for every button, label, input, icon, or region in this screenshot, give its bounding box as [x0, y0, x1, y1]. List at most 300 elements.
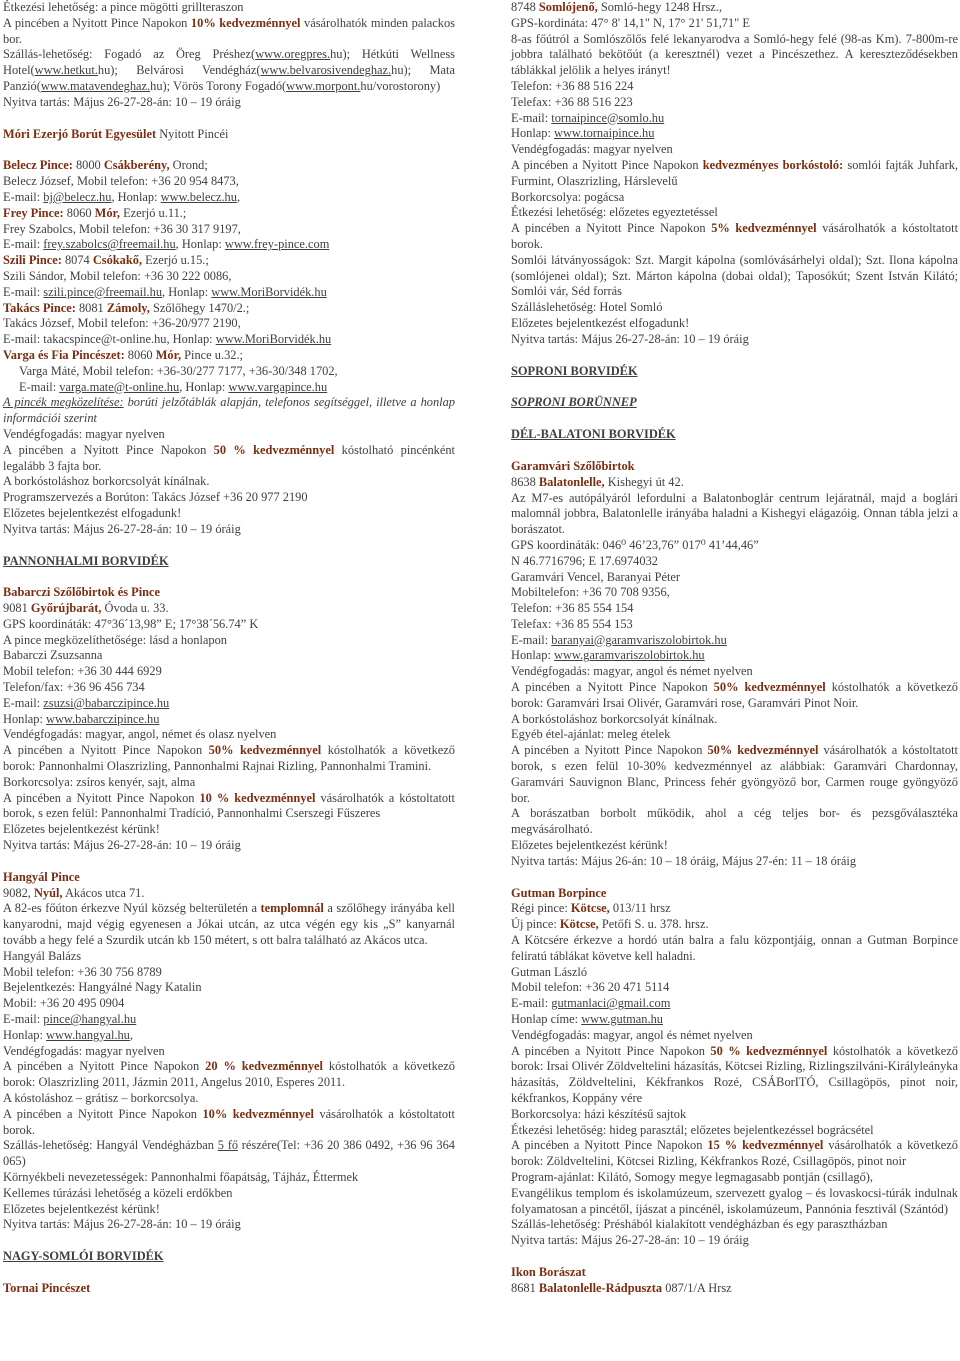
- text-run: kóstolhatók a következő borok: Irsai Olivér Zöldveltelini házasítás, Kötcsei Rizling, Rizlingszilváni-Királyleányka házasítás, Zöldveltelini, Kékfrankos Rozé, CSÁBorITÓ, Csillagöpös, pinot noir, kékfrankos, Koppány vére: [511, 1043, 958, 1105]
- text-run: Programszervezés a Borúton: Takács József +36 20 977 2190: [3, 490, 308, 505]
- text-line: [511, 1044, 958, 1107]
- bold-text: Mór,: [155, 347, 182, 362]
- left-column: [3, 0, 455, 1297]
- text-run: ,: [129, 1027, 133, 1042]
- text-line: [3, 696, 455, 712]
- text-line: [3, 174, 455, 190]
- text-run: 8074: [61, 253, 93, 268]
- text-run: , Honlap:: [179, 379, 229, 394]
- text-run: Vendégfogadás: magyar, angol és német nyelven: [511, 664, 753, 679]
- bold-text: Zámoly,: [106, 300, 150, 315]
- text-line: [3, 1012, 455, 1028]
- link[interactable]: gutmanlaci@gmail.com: [551, 996, 671, 1011]
- text-line: [3, 427, 455, 443]
- spacer: [511, 379, 958, 395]
- text-line: [3, 0, 455, 16]
- text-run: Ezerjó u.11.;: [120, 205, 187, 220]
- text-line: [511, 585, 958, 601]
- text-run: Környékbeli nevezetességek: Pannonhalmi főapátság, Tájház, Éttermek: [3, 1169, 359, 1184]
- text-run: E-mail:: [511, 632, 552, 647]
- text-run: vásárolhatók a kóstoltatott borok.: [511, 221, 959, 251]
- text-run: A pincében a Nyitott Pince Napokon: [3, 442, 214, 457]
- text-run: Borkorcsolya: házi készítésű sajtok: [511, 1106, 687, 1121]
- text-line: [3, 617, 455, 633]
- text-run: kóstolhatók a következő borok: Olaszrizling 2011, Jázmin 2011, Angelus 2010, Esperes 2011.: [3, 1059, 456, 1090]
- winery-name: [3, 870, 455, 886]
- text-run: 8060: [63, 205, 95, 220]
- text-run: E-mail:: [511, 996, 552, 1011]
- bold-text: Nyúl,: [33, 885, 63, 900]
- text-run: Ezerjó u.15.;: [142, 253, 209, 268]
- text-line: [511, 901, 958, 917]
- text-run: hu); Mata Panzió(: [3, 63, 455, 93]
- text-run: A borkóstoláshoz borkorcsolyát kínálnak.: [511, 711, 718, 726]
- text-run: E-mail:: [3, 284, 44, 299]
- text-line: [3, 95, 455, 111]
- text-line: [511, 1028, 958, 1044]
- text-run: A pince megközelíthetősége: lásd a honlapon: [3, 632, 227, 647]
- text-line: [511, 680, 958, 712]
- text-line: [3, 380, 455, 396]
- text-run: 8-as főútról a Somlószőlős felé lekanyarodva a Somló-hegy felé (98-as Km). 7-800m-re jobbra található bekötőút (a keresztnél) vezet a Pincészethez. A kereszteződésekben táblákkal jelölik a helyes irányt!: [511, 31, 958, 78]
- link[interactable]: www.garamvariszolobirtok.hu: [554, 648, 705, 663]
- spacer: [3, 569, 455, 585]
- text-line: [3, 127, 455, 143]
- text-line: [3, 222, 455, 238]
- text-run: A pincében a Nyitott Pince Napokon: [3, 1106, 203, 1121]
- text-run: somlói fajták Juhfark, Furmint, Olaszrizling, Hárslevelű: [511, 157, 958, 188]
- bold-text: Somlójenő,: [538, 0, 598, 14]
- text-run: , Honlap:: [175, 237, 225, 252]
- text-run: GPS-kordináta: 47° 8' 14,1" N, 17° 21' 51,71" E: [511, 15, 750, 30]
- text-line: [3, 727, 455, 743]
- text-run: 8681: [511, 1280, 539, 1295]
- link[interactable]: www.babarczipince.hu: [46, 711, 160, 726]
- text-line: [3, 633, 455, 649]
- text-line: [511, 1281, 958, 1297]
- text-run: 9081: [3, 601, 31, 616]
- text-run: Evangélikus templom és iskolamúzeum, szervezett gyalog – és lovaskocsi-túrák indulnak folyamatosan a pincétől, íjászat a pincénél, iskolamúzeum, Pannónia fesztivál (Szántód): [511, 1185, 958, 1216]
- text-run: E-mail:: [511, 110, 552, 125]
- text-run: E-mail:: [3, 189, 44, 204]
- text-line: [3, 886, 455, 902]
- text-line: [3, 316, 455, 332]
- text-run: Belecz József, Mobil telefon: +36 20 954 8473,: [3, 174, 239, 189]
- bold-text: Balatonlelle-Rádpuszta: [538, 1280, 663, 1295]
- text-line: [3, 965, 455, 981]
- link[interactable]: www.MoriBorvidék.hu: [215, 332, 332, 347]
- winery-name: [511, 886, 958, 902]
- text-line: [3, 1028, 455, 1044]
- text-run: Hangyál Pince: [3, 869, 80, 884]
- text-line: [511, 727, 958, 743]
- text-run: ,: [236, 189, 241, 204]
- link[interactable]: frey.szabolcs@freemail.hu: [43, 237, 176, 252]
- text-line: [511, 554, 958, 570]
- text-line: [511, 648, 958, 664]
- text-line: [3, 16, 455, 48]
- text-line: [3, 47, 455, 94]
- text-run: Az M7-es autópályáról lefordulni a Balatonboglár centrum lejáratnál, majd a boglári malomnál jobbra, Balatonlelle irányába haladni a Kishegyi elágazóig. Onnan tábla jelzi a borászatot.: [511, 490, 958, 537]
- text-run: Vendégfogadás: magyar, angol, német és olasz nyelven: [3, 727, 277, 742]
- spacer: [511, 1249, 958, 1265]
- text-run: Honlap címe:: [511, 1012, 582, 1027]
- bold-text: 10% kedvezménnyel: [190, 15, 301, 30]
- section-heading: [3, 554, 455, 570]
- text-run: vásárolhatók a kóstoltatott borok.: [3, 1106, 455, 1137]
- text-line: [511, 1123, 958, 1139]
- text-line: [3, 269, 455, 285]
- bold-text: 50 % kedvezménnyel: [710, 1043, 828, 1058]
- text-line: [3, 158, 455, 174]
- text-run: kóstolhatók a következő borok: Garamvári Irsai Olivér, Garamvári rose, Garamvári Pinot Noir.: [511, 680, 958, 710]
- text-line: [511, 332, 958, 348]
- text-line: [511, 253, 958, 300]
- text-line: [3, 949, 455, 965]
- text-line: [3, 348, 455, 364]
- text-line: [511, 538, 958, 554]
- bold-text: Csókakő,: [92, 253, 143, 268]
- text-line: [3, 522, 455, 538]
- text-line: [511, 126, 958, 142]
- text-run: GPS koordináták: 47°36´13,98” E; 17°38´56.74” K: [3, 616, 259, 631]
- text-line: [511, 79, 958, 95]
- bold-text: 50% kedvezménnyel: [707, 743, 819, 758]
- text-line: [511, 933, 958, 965]
- text-run: Akácos utca 71.: [62, 885, 145, 900]
- text-run: Babarczi Szőlőbirtok és Pince: [3, 585, 161, 600]
- text-run: SOPRONI BORVIDÉK: [511, 363, 638, 378]
- text-run: 8748: [511, 0, 539, 14]
- text-run: Szőlőhegy 1470/2.;: [149, 300, 250, 315]
- text-line: [3, 1044, 455, 1060]
- link[interactable]: www.hetkut.: [34, 63, 98, 78]
- text-run: Kishegyi út 42.: [604, 474, 684, 489]
- text-line: [3, 1059, 455, 1091]
- text-line: [3, 253, 455, 269]
- text-run: Előzetes bejelentkezést elfogadunk!: [3, 505, 182, 520]
- link[interactable]: www.tornaipince.hu: [554, 126, 655, 141]
- text-run: , Honlap:: [111, 189, 161, 204]
- section-heading: [511, 427, 958, 443]
- link[interactable]: www.oregpres.: [255, 47, 331, 62]
- text-run: 087/1/A Hrsz: [662, 1280, 732, 1295]
- text-run: Nyitva tartás: Május 26-27-28-án: 10 – 19 óráig: [3, 1217, 241, 1232]
- text-run: Kellemes túrázási lehetőség a közeli erdőkben: [3, 1185, 233, 1200]
- link[interactable]: varga.mate@t-online.hu: [59, 379, 180, 394]
- text-run: A pincében a Nyitott Pince Napokon: [3, 15, 191, 30]
- link[interactable]: zsuzsi@babarczipince.hu: [43, 695, 170, 710]
- text-line: [3, 822, 455, 838]
- text-run: A pincében a Nyitott Pince Napokon: [511, 157, 703, 172]
- text-line: [511, 838, 958, 854]
- text-run: GPS koordináták: 046⁰ 46’23,76” 017⁰ 41’44,46”: [511, 537, 759, 552]
- text-run: Honlap:: [511, 126, 555, 141]
- text-line: [3, 237, 455, 253]
- text-run: Telefon: +36 85 554 154: [511, 601, 634, 616]
- text-run: 8638: [511, 474, 539, 489]
- link[interactable]: www.morpont.: [286, 78, 361, 93]
- text-line: [511, 142, 958, 158]
- text-run: A pincében a Nyitott Pince Napokon: [511, 1138, 708, 1153]
- text-line: [3, 490, 455, 506]
- text-run: vásárolhatók a következő borok: Zöldveltelini, Kötcsei Rizling, Kékfrankos Rozé, Csillagöpös, pinot noir: [511, 1138, 958, 1169]
- text-run: E-mail:: [19, 379, 60, 394]
- link[interactable]: baranyai@garamvariszolobirtok.hu: [551, 632, 727, 647]
- link[interactable]: www.frey-pince.com: [224, 237, 330, 252]
- text-line: [511, 617, 958, 633]
- text-line: [511, 965, 958, 981]
- text-run: Gutman Borpince: [511, 885, 607, 900]
- text-run: A 82-es főúton érkezve Nyúl község belterületén a: [3, 901, 261, 916]
- text-line: [511, 996, 958, 1012]
- text-line: [3, 443, 455, 475]
- text-run: Étkezési lehetőség: a pince mögötti grillteraszon: [3, 0, 244, 14]
- link[interactable]: A pincék megközelítése:: [3, 395, 124, 410]
- section-heading: [511, 364, 958, 380]
- text-run: A pincében a Nyitott Pince Napokon: [3, 743, 209, 758]
- text-line: [3, 712, 455, 728]
- link[interactable]: bj@belecz.hu: [43, 189, 112, 204]
- link[interactable]: www.matavendeghaz.: [40, 78, 151, 93]
- text-line: [3, 980, 455, 996]
- text-line: [511, 633, 958, 649]
- winery-name: [511, 1265, 958, 1281]
- text-run: a szőlőhegy irányába kell kanyarodni, majd végig egyenesen a Jókai utcán, az utca végén egy kis „S” kanyarnál tovább a hegy felé a Szurdik utcán kb 150 métert, s ott balra található az Akácos utca.: [3, 901, 455, 948]
- link[interactable]: www.vargapince.hu: [228, 379, 328, 394]
- text-run: Honlap:: [3, 1027, 47, 1042]
- text-line: [3, 901, 455, 948]
- text-run: 8081: [75, 300, 107, 315]
- text-run: 8060: [124, 347, 156, 362]
- text-line: [3, 301, 455, 317]
- text-run: A pincében a Nyitott Pince Napokon: [511, 1043, 711, 1058]
- text-run: Előzetes bejelentkezést kérünk!: [3, 822, 160, 837]
- text-run: 9082,: [3, 885, 34, 900]
- text-run: A kóstoláshoz – grátisz – borkorcsolya.: [3, 1091, 199, 1105]
- text-run: A pincében a Nyitott Pince Napokon: [511, 221, 712, 236]
- text-line: [511, 205, 958, 221]
- text-run: Előzetes bejelentkezést kérünk!: [511, 838, 668, 853]
- text-line: [3, 364, 455, 380]
- text-run: NAGY-SOMLÓI BORVIDÉK: [3, 1249, 164, 1264]
- text-line: [3, 506, 455, 522]
- text-run: Takács József, Mobil telefon: +36-20/977 2190,: [3, 316, 241, 331]
- text-run: , Honlap:: [162, 284, 212, 299]
- winery-name: [3, 1281, 455, 1297]
- text-run: Szállás-lehetőség: Préshából kialakított vendégházban és egy parasztházban: [511, 1217, 888, 1232]
- text-line: [3, 1107, 455, 1139]
- text-run: részére(Tel: +36 20 386 0492, +36 96 364 065): [3, 1138, 455, 1169]
- text-line: [511, 300, 958, 316]
- text-line: [3, 1217, 455, 1233]
- text-run: Mobil: +36 20 495 0904: [3, 996, 125, 1011]
- text-line: [511, 16, 958, 32]
- text-line: [511, 158, 958, 190]
- text-run: Babarczi Zsuzsanna: [3, 648, 103, 663]
- text-run: hu); Hétkúti Wellness Hotel(: [3, 47, 455, 78]
- text-run: Szállás-lehetőség: Fogadó az Öreg Préshez(: [3, 47, 256, 62]
- link[interactable]: 5 fő: [217, 1138, 239, 1153]
- text-run: Tornai Pincészet: [3, 1280, 91, 1295]
- text-run: Ikon Borászat: [511, 1264, 586, 1279]
- text-line: [511, 491, 958, 538]
- spacer: [511, 443, 958, 459]
- text-run: Telefax: +36 88 516 223: [511, 94, 633, 109]
- link[interactable]: www.gutman.hu: [581, 1012, 663, 1027]
- text-run: N 46.7716796; E 17.6974032: [511, 553, 658, 568]
- text-run: Program-ajánlat: Kilátó, Somogy megye legmagasabb pontján (csillagő),: [511, 1169, 873, 1184]
- text-run: Szálláslehetőség: Hotel Somló: [511, 300, 663, 315]
- text-run: Nyitva tartás: Május 26-27-28-án: 10 – 19 óráig: [3, 838, 241, 853]
- text-run: borúti jelzőtáblák alapján, telefonos segítséggel, illetve a honlap információi szerint: [3, 395, 455, 426]
- bold-text: 50% kedvezménnyel: [208, 743, 322, 758]
- text-line: [3, 791, 455, 823]
- text-line: [3, 648, 455, 664]
- text-line: [3, 206, 455, 222]
- text-run: Új pince:: [511, 917, 560, 932]
- text-run: A Kötcsére érkezve a hordó után balra a falu központjáig, onnan a Gutman Borpince feliratú táblákat követve kell haladni.: [511, 933, 958, 963]
- bold-text: Mór,: [94, 205, 121, 220]
- link[interactable]: szili.pince@freemail.hu: [43, 284, 163, 299]
- text-run: Petőfi S. u. 378. hrsz.: [598, 917, 709, 932]
- text-run: SOPRONI BORÜNNEP: [511, 395, 637, 410]
- spacer: [3, 538, 455, 554]
- link[interactable]: www.belvarosivendeghaz.: [260, 63, 392, 78]
- spacer: [3, 1233, 455, 1249]
- text-run: DÉL-BALATONI BORVIDÉK: [511, 427, 676, 442]
- winery-name: [511, 459, 958, 475]
- text-run: Vendégfogadás: magyar nyelven: [3, 426, 165, 441]
- text-line: [3, 601, 455, 617]
- text-line: [511, 1233, 958, 1249]
- text-run: Nyitva tartás: Május 26-27-28-án: 10 – 19 óráig: [511, 331, 749, 346]
- text-line: [511, 917, 958, 933]
- text-line: [511, 1138, 958, 1170]
- text-run: A borászatban borbolt működik, ahol a cég teljes bor- és pezsgőválasztéka megvásárolható.: [511, 806, 958, 837]
- text-run: E-mail: takacspince@t-online.hu, Honlap:: [3, 332, 216, 347]
- bold-text: Kötcse,: [559, 917, 599, 932]
- text-line: [3, 743, 455, 775]
- winery-name: [3, 585, 455, 601]
- text-line: [3, 190, 455, 206]
- text-run: A pincében a Nyitott Pince Napokon: [511, 680, 714, 695]
- text-run: Bejelentkezés: Hangyálné Nagy Katalin: [3, 980, 202, 995]
- text-run: Mobil telefon: +36 30 756 8789: [3, 964, 162, 979]
- text-line: [3, 285, 455, 301]
- text-run: Vendégfogadás: magyar, angol és német nyelven: [511, 1027, 753, 1042]
- text-run: Szállás-lehetőség: Hangyál Vendégházban: [3, 1138, 218, 1153]
- text-run: Orond;: [169, 158, 208, 173]
- text-run: kóstolhatók a következő borok: Pannonhalmi Olaszrizling, Pannonhalmi Rajnai Rizling, Pannonhalmi Tramini.: [3, 743, 455, 774]
- bold-text: Frey Pince:: [3, 205, 64, 220]
- text-run: E-mail:: [3, 237, 44, 252]
- text-run: Előzetes bejelentkezést kérünk!: [3, 1201, 160, 1216]
- bold-text: 10% kedvezménnyel: [202, 1106, 314, 1121]
- text-run: A pincében a Nyitott Pince Napokon: [3, 790, 200, 805]
- text-run: Szili Sándor, Mobil telefon: +36 30 222 0086,: [3, 268, 232, 283]
- text-line: [511, 570, 958, 586]
- bold-text: templomnál: [260, 901, 324, 916]
- text-run: Vendégfogadás: magyar nyelven: [511, 142, 673, 157]
- text-run: E-mail:: [3, 695, 44, 710]
- text-run: A borkóstoláshoz borkorcsolyát kínálnak.: [3, 474, 210, 489]
- bold-text: 5% kedvezménnyel: [711, 221, 817, 236]
- bold-text: Móri Ezerjó Borút Egyesület: [3, 126, 157, 141]
- text-line: [3, 996, 455, 1012]
- bold-text: 15 % kedvezménnyel: [707, 1138, 824, 1153]
- text-run: Előzetes bejelentkezést elfogadunk!: [511, 315, 690, 330]
- bold-text: Varga és Fia Pincészet:: [3, 347, 125, 362]
- text-run: Hangyál Balázs: [3, 948, 82, 963]
- text-run: kóstolható pincénként legalább 3 fajta bor.: [3, 442, 455, 473]
- text-run: Nyitva tartás: Május 26-án: 10 – 18 óráig, Május 27-én: 11 – 18 óráig: [511, 853, 857, 868]
- text-run: Mobil telefon: +36 30 444 6929: [3, 664, 162, 679]
- text-line: [511, 0, 958, 16]
- text-line: [511, 1012, 958, 1028]
- text-run: Pince u.32.;: [181, 347, 243, 362]
- spacer: [3, 111, 455, 127]
- text-run: vásárolhatók minden palackos bor.: [3, 15, 455, 46]
- text-line: [3, 838, 455, 854]
- text-run: PANNONHALMI BORVIDÉK: [3, 553, 169, 568]
- bold-text: Szili Pince:: [3, 253, 62, 268]
- text-line: [511, 1217, 958, 1233]
- text-run: Egyéb étel-ajánlat: meleg ételek: [511, 727, 671, 742]
- bold-text: kedvezményes borkóstoló:: [702, 157, 844, 172]
- text-line: [3, 664, 455, 680]
- text-line: [3, 1202, 455, 1218]
- text-line: [3, 474, 455, 490]
- text-run: Borkorcsolya: pogácsa: [511, 189, 625, 204]
- text-run: Nyitva tartás: Május 26-27-28-án: 10 – 19 óráig: [3, 521, 241, 536]
- text-run: hu); Vörös Torony Fogadó(: [150, 78, 287, 93]
- text-run: Mobiltelefon: +36 70 708 9356,: [511, 585, 670, 600]
- text-line: [3, 680, 455, 696]
- text-line: [511, 743, 958, 806]
- bold-text: 10 % kedvezménnyel: [199, 790, 316, 805]
- text-line: [511, 111, 958, 127]
- text-run: Varga Máté, Mobil telefon: +36-30/277 7177, +36-30/348 1702,: [19, 363, 338, 378]
- text-run: Mobil telefon: +36 20 471 5114: [511, 980, 670, 995]
- link[interactable]: www.MoriBorvidék.hu: [211, 284, 327, 299]
- bold-text: Balatonlelle,: [538, 474, 605, 489]
- text-run: 8000: [72, 158, 104, 173]
- link[interactable]: tornaipince@somlo.hu: [551, 110, 665, 125]
- text-run: Somlói látványosságok: Szt. Margit kápolna (somlóvásárhelyi oldal); Szt. Ilona kápolna (somlójenei oldal); Szt. Márton kápolna (dobai oldal); Taposókút; Szent István Kilátó; Somlói vár, Séd forrás: [511, 252, 958, 299]
- text-run: Régi pince:: [511, 901, 571, 916]
- spacer: [3, 142, 455, 158]
- text-line: [511, 854, 958, 870]
- text-run: Garamvári Vencel, Baranyai Péter: [511, 569, 681, 584]
- bold-text: Csákberény,: [103, 158, 170, 173]
- text-line: [511, 1186, 958, 1218]
- text-run: hu/vorostorony): [360, 78, 441, 93]
- text-run: Borkorcsolya: zsíros kenyér, sajt, alma: [3, 774, 196, 789]
- link[interactable]: pince@hangyal.hu: [43, 1012, 137, 1027]
- text-run: A pincében a Nyitott Pince Napokon: [3, 1059, 206, 1074]
- link[interactable]: www.hangyal.hu: [46, 1027, 130, 1042]
- text-run: E-mail:: [3, 1012, 44, 1027]
- text-run: Honlap:: [3, 711, 47, 726]
- text-run: hu); Belvárosi Vendégház(: [97, 63, 261, 78]
- bold-text: 20 % kedvezménnyel: [205, 1059, 323, 1074]
- text-line: [511, 316, 958, 332]
- text-line: [511, 980, 958, 996]
- link[interactable]: www.belecz.hu: [160, 189, 237, 204]
- text-line: [511, 1107, 958, 1123]
- text-line: [511, 664, 958, 680]
